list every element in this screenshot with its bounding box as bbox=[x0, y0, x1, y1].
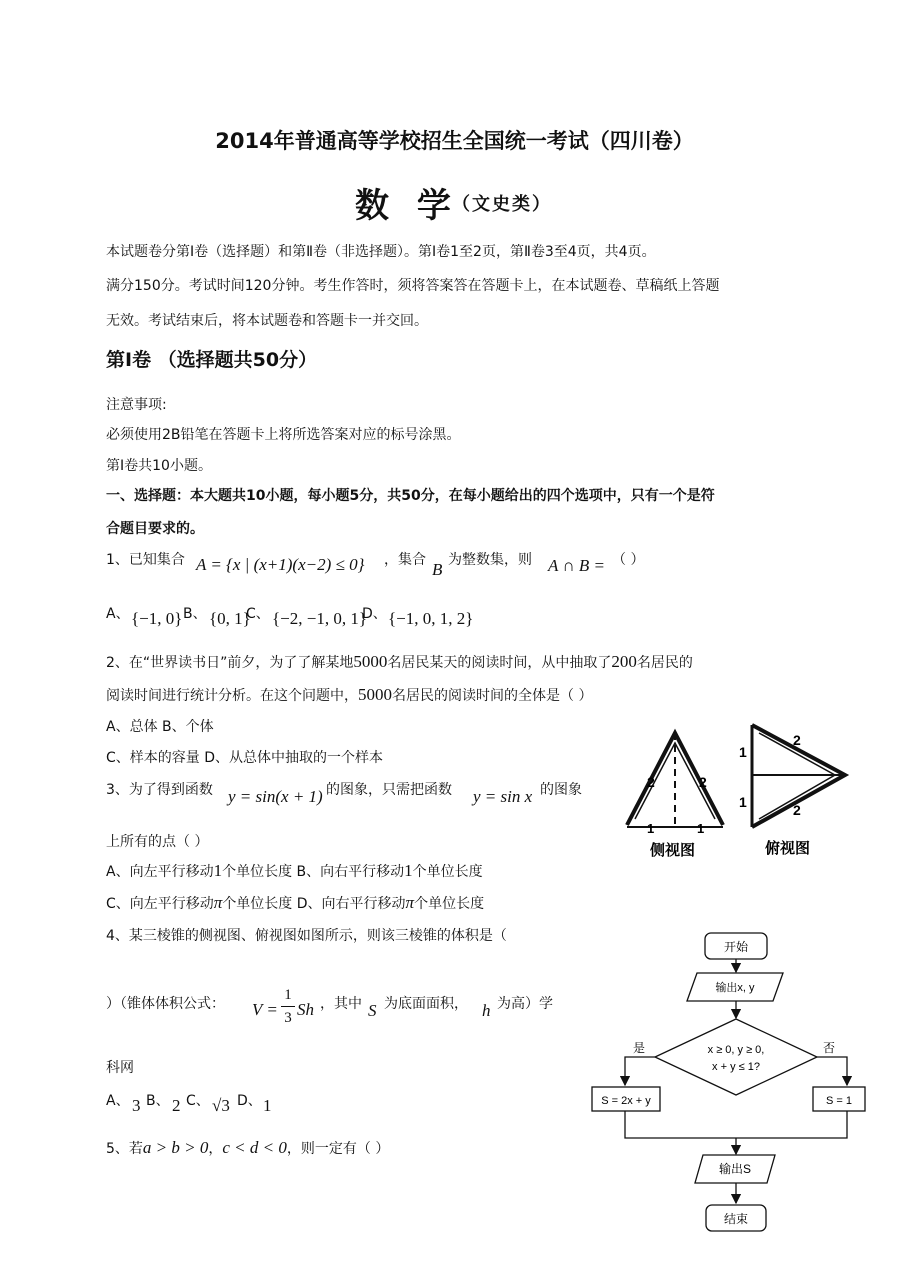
side-view-diagram bbox=[627, 733, 723, 827]
q4-opt-b: 2 bbox=[172, 1096, 181, 1115]
q2-line1: 2、在“世界读书日”前夕，为了了解某地5000名居民某天的阅读时间，从中抽取了200名居民的 bbox=[106, 652, 693, 671]
q3-function-1: y = sin(x + 1) bbox=[228, 787, 323, 806]
q4-line2-c: 为底面面积， bbox=[384, 996, 468, 1012]
flow-arrow-yes bbox=[625, 1057, 655, 1085]
subject-subtitle: （文史类） bbox=[452, 194, 552, 215]
q1-opt-a: {−1, 0} bbox=[131, 609, 183, 628]
flow-no-label: 否 bbox=[823, 1041, 836, 1055]
side-view-label: 侧视图 bbox=[650, 842, 696, 859]
q3-mid: 的图象，只需把函数 bbox=[326, 782, 452, 798]
q1-expr: A ∩ B = bbox=[548, 556, 605, 575]
q1-opt-a-label: A、 bbox=[106, 606, 130, 622]
top-left-lower-label: 1 bbox=[739, 794, 747, 810]
q4-line1: 4、某三棱锥的侧视图、俯视图如图所示，则该三棱锥的体积是（ bbox=[106, 928, 507, 944]
q3-options-ab: A、向左平行移动1个单位长度 B、向右平行移动1个单位长度 bbox=[106, 861, 483, 880]
q1-opt-b: {0, 1} bbox=[209, 609, 251, 628]
q4-opt-c-label: C、 bbox=[186, 1093, 210, 1109]
q4-formula-rhs: Sh bbox=[297, 1000, 314, 1019]
notice-item-1: 必须使用2B铅笔在答题卡上将所选答案对应的标号涂黑。 bbox=[106, 427, 461, 443]
part-heading-line-1: 一、选择题：本大题共10小题，每小题5分，共50分，在每小题给出的四个选项中，只有一个是符 bbox=[106, 488, 715, 504]
q1-mid: ，集合 bbox=[384, 552, 426, 568]
q1-set-b: B bbox=[432, 560, 443, 579]
flow-merge-line bbox=[625, 1111, 847, 1138]
intro-line-3: 无效。考试结束后，将本试题卷和答题卡一并交回。 bbox=[106, 313, 428, 329]
flow-output-text: 输出S bbox=[718, 1162, 752, 1176]
q1-prefix: 1、已知集合 bbox=[106, 552, 185, 568]
side-edge-right-label: 2 bbox=[699, 774, 707, 790]
intro-line-2: 满分150分。考试时间120分钟。考生作答时，须将答案答在答题卡上，在本试题卷、草稿纸上答题 bbox=[106, 278, 720, 294]
q4-line2-a: ）（锥体体积公式： bbox=[106, 996, 225, 1012]
side-base-right-label: 1 bbox=[697, 821, 705, 836]
q3-options-cd: C、向左平行移动π个单位长度 D、向右平行移动π个单位长度 bbox=[106, 893, 485, 912]
flow-no-box-text: S = 1 bbox=[826, 1095, 852, 1107]
notice-item-2: 第Ⅰ卷共10小题。 bbox=[106, 458, 212, 474]
q4-line2-b: ，其中 bbox=[320, 996, 362, 1012]
section-heading: 第Ⅰ卷 （选择题共50分） bbox=[106, 349, 318, 371]
subject-title: 数 学 bbox=[355, 186, 459, 226]
top-left-upper-label: 1 bbox=[739, 744, 747, 760]
q3-function-2: y = sin x bbox=[473, 787, 533, 806]
flow-end-text: 结束 bbox=[723, 1212, 749, 1226]
q4-fraction-denominator: 3 bbox=[284, 1010, 292, 1026]
q1-set-a: A = {x | (x+1)(x−2) ≤ 0} bbox=[196, 555, 365, 574]
flowchart-figure bbox=[585, 925, 875, 1240]
intro-line-1: 本试题卷分第Ⅰ卷（选择题）和第Ⅱ卷（非选择题）。第Ⅰ卷1至2页，第Ⅱ卷3至4页，共4页。 bbox=[106, 244, 656, 260]
q4-opt-a-label: A、 bbox=[106, 1093, 130, 1109]
side-edge-left-label: 2 bbox=[647, 774, 655, 790]
q4-fraction-numerator: 1 bbox=[284, 987, 292, 1003]
q4-opt-d: 1 bbox=[263, 1096, 272, 1115]
q4-opt-a: 3 bbox=[132, 1096, 141, 1115]
q2-line2: 阅读时间进行统计分析。在这个问题中，5000名居民的阅读时间的全体是（ ） bbox=[106, 685, 593, 704]
q1-mid2: 为整数集，则 bbox=[448, 552, 532, 568]
q4-opt-c: √3 bbox=[212, 1096, 230, 1115]
flow-input-text: 输出x, y bbox=[715, 982, 755, 994]
q3-suffix: 的图象 bbox=[540, 782, 582, 798]
q4-fraction-bar bbox=[281, 1006, 295, 1007]
q4-formula-lhs: V = bbox=[252, 1000, 278, 1019]
q2-options-cd: C、样本的容量 D、从总体中抽取的一个样本 bbox=[106, 750, 384, 766]
q1-opt-c: {−2, −1, 0, 1} bbox=[272, 609, 367, 628]
q4-opt-d-label: D、 bbox=[237, 1093, 262, 1109]
flow-start-text: 开始 bbox=[723, 940, 749, 954]
q5-line: 5、若a > b > 0，c < d < 0，则一定有（ ） bbox=[106, 1138, 390, 1157]
flow-condition-line-2: x + y ≤ 1? bbox=[712, 1061, 760, 1073]
q1-opt-b-label: B、 bbox=[183, 606, 207, 622]
q1-opt-c-label: C、 bbox=[246, 606, 270, 622]
views-figure bbox=[605, 715, 865, 865]
flow-condition-line-1: x ≥ 0, y ≥ 0, bbox=[707, 1044, 765, 1056]
q4-h: h bbox=[482, 1001, 491, 1020]
q4-opt-b-label: B、 bbox=[146, 1093, 170, 1109]
q3-line2: 上所有的点（ ） bbox=[106, 834, 209, 850]
top-edge-lower-label: 2 bbox=[793, 802, 801, 818]
flow-decision-box bbox=[655, 1019, 817, 1095]
q3-prefix: 3、为了得到函数 bbox=[106, 782, 213, 798]
flow-arrow-no bbox=[817, 1057, 847, 1085]
q4-line2-d: 为高）学 bbox=[497, 996, 553, 1012]
exam-title: 2014年普通高等学校招生全国统一考试（四川卷） bbox=[215, 129, 694, 153]
notice-label: 注意事项: bbox=[106, 397, 167, 413]
flow-yes-box-text: S = 2x + y bbox=[601, 1095, 651, 1107]
q1-bracket: （ ） bbox=[612, 552, 645, 568]
q1-opt-d-label: D、 bbox=[362, 606, 387, 622]
top-view-label: 俯视图 bbox=[765, 840, 811, 857]
part-heading-line-2: 合题目要求的。 bbox=[106, 521, 204, 537]
q2-options-ab: A、总体 B、个体 bbox=[106, 719, 214, 735]
side-base-left-label: 1 bbox=[647, 821, 655, 836]
flow-yes-label: 是 bbox=[633, 1041, 646, 1055]
q4-line3: 科网 bbox=[106, 1060, 134, 1076]
q1-opt-d: {−1, 0, 1, 2} bbox=[388, 609, 474, 628]
top-edge-upper-label: 2 bbox=[793, 732, 801, 748]
q4-s: S bbox=[368, 1001, 377, 1020]
